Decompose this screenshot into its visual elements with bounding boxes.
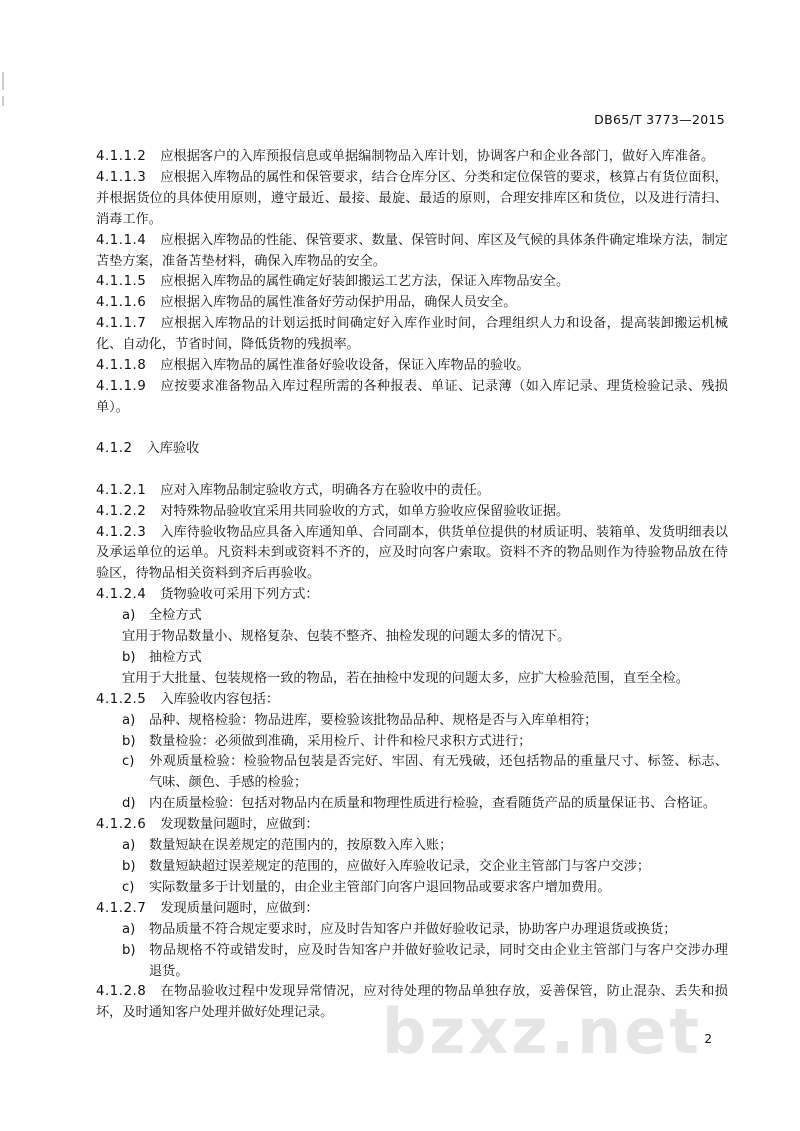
clause (96, 147, 728, 168)
clause (96, 272, 728, 293)
list-text: 数量短缺超过误差规定的范围的，应做好入库验收记录，交企业主管部门与客户交涉； (149, 859, 651, 874)
clause-number: 4.1.2.2 (96, 503, 147, 519)
clause (96, 585, 728, 606)
list-label: b) (122, 942, 136, 958)
list-label: a) (122, 712, 136, 728)
list-text: 品种、规格检验：物品进库，要检验该批物品品种、规格是否与入库单相符； (149, 712, 598, 728)
section-4-1-1-items (96, 147, 728, 419)
standard-number: DB65/T 3773—2015 (594, 112, 725, 127)
clause-text: 货物验收可采用下列方式： (160, 587, 319, 603)
clause-text: 应根据入库物品的性能、保管要求、数量、保管时间、库区及气候的具体条件确定堆垛方法，制定苫垫方案，准备苫垫材料，确保入库物品的安全。 (96, 232, 728, 269)
list-item (96, 606, 728, 627)
clause-number: 4.1.2.7 (96, 900, 147, 916)
list-label: a) (122, 838, 136, 854)
clause-text: 应根据客户的入库预报信息或单据编制物品入库计划，协调客户和企业各部门，做好入库准备。 (160, 149, 715, 164)
clause-number: 4.1.2.6 (96, 817, 147, 833)
clause (96, 356, 728, 377)
list-description: 宜用于大批量、包装规格一致的物品，若在抽检中发现的问题太多，应扩大检验范围，直至全检。 (122, 670, 690, 686)
list-label: a) (122, 921, 136, 937)
clause-text: 应按要求准备物品入库过程所需的各种报表、单证、记录薄（如入库记录、理货检验记录、残损单）。 (96, 378, 728, 415)
document-body (96, 147, 728, 1024)
scan-speck (2, 96, 4, 106)
clause-number: 4.1.1.5 (96, 274, 147, 290)
clause (96, 314, 728, 356)
scan-speck (2, 72, 4, 90)
list-item (96, 836, 728, 857)
clause-number: 4.1.2.1 (96, 482, 147, 498)
clause (96, 293, 728, 314)
list-text: 数量短缺在误差规定的范围内的，按原数入库入账； (149, 838, 453, 854)
list-text: 实际数量多于计划量的，由企业主管部门向客户退回物品或要求客户增加费用。 (149, 879, 611, 895)
list-item (96, 794, 728, 815)
list-item (96, 857, 728, 878)
section-number: 4.1.2 (96, 440, 133, 456)
clause (96, 523, 728, 586)
list-item (96, 752, 728, 794)
list-label: a) (122, 608, 136, 624)
clause-number: 4.1.2.4 (96, 587, 147, 603)
list-item (96, 732, 728, 753)
list-text: 物品质量不符合规定要求时，应及时告知客户并做好验收记录，协助客户办理退货或换货； (149, 921, 677, 937)
clause-text: 入库验收内容包括： (160, 691, 280, 707)
clause-text: 发现数量问题时，应做到： (160, 817, 319, 833)
clause (96, 377, 728, 419)
list-text: 抽检方式 (149, 649, 202, 665)
list-text: 物品规格不符或错发时，应及时告知客户并做好验收记录，同时交由企业主管部门与客户交涉办理退货。 (149, 942, 728, 979)
page-number: 2 (704, 1032, 712, 1046)
clause-text: 在物品验收过程中发现异常情况，应对待处理的物品单独存放，妥善保管，防止混杂、丢失和损坏，及时通知客户处理并做好处理记录。 (96, 984, 728, 1021)
list-label: b) (122, 733, 136, 749)
list-item (96, 648, 728, 669)
clause (96, 481, 728, 502)
list-label: b) (122, 859, 136, 874)
watermark-logo: bzxz.net (382, 995, 702, 1068)
clause (96, 168, 728, 231)
clause-text: 对特殊物品验收宜采用共同验收的方式，如单方验收应保留验收证据。 (160, 503, 570, 519)
clause-number: 4.1.1.2 (96, 149, 147, 164)
section-title: 入库验收 (146, 440, 200, 456)
list-item (96, 878, 728, 899)
clause-number: 4.1.1.9 (96, 378, 147, 394)
clause-number: 4.1.1.3 (96, 169, 147, 185)
list-item (96, 920, 728, 941)
list-label: c) (122, 879, 135, 895)
clause-number: 4.1.1.8 (96, 358, 147, 374)
list-description: 宜用于物品数量小、规格复杂、包装不整齐、抽检发现的问题太多的情况下。 (122, 629, 571, 645)
clause (96, 231, 728, 273)
list-label: d) (122, 796, 136, 812)
clause (96, 690, 728, 711)
clause-text: 应根据入库物品的属性确定好装卸搬运工艺方法，保证入库物品安全。 (160, 274, 570, 290)
clause (96, 899, 728, 920)
clause (96, 815, 728, 836)
clause-text: 入库待验收物品应具备入库通知单、合同副本，供货单位提供的材质证明、装箱单、发货明细表以及承运单位的运单。凡资料未到或资料不齐的，应及时向客户索取。资料不齐的物品则作为待验物品放在待验区，待物品相关资料到齐后再验收。 (96, 524, 728, 582)
clause-text: 应根据入库物品的属性准备好劳动保护用品，确保人员安全。 (160, 295, 517, 311)
clause-text: 发现质量问题时，应做到： (160, 900, 319, 916)
list-text: 全检方式 (149, 608, 202, 624)
list-text: 数量检验：必须做到准确，采用检斤、计件和检尺求积方式进行； (149, 733, 532, 749)
clause (96, 502, 728, 523)
clause-text: 应根据入库物品的计划运抵时间确定好入库作业时间，合理组织人力和设备，提高装卸搬运机械化、自动化，节省时间，降低货物的残损率。 (96, 316, 728, 353)
clause-number: 4.1.2.3 (96, 524, 147, 540)
clause-number: 4.1.1.4 (96, 232, 147, 248)
list-label: b) (122, 649, 136, 665)
section-heading (96, 439, 728, 460)
list-text: 内在质量检验：包括对物品内在质量和物理性质进行检验，查看随货产品的质量保证书、合格证。 (149, 796, 717, 812)
list-label: c) (122, 754, 135, 770)
clause-number: 4.1.2.8 (96, 984, 147, 1000)
clause-number: 4.1.2.5 (96, 691, 147, 707)
clause-text: 应对入库物品制定验收方式，明确各方在验收中的责任。 (160, 482, 491, 498)
list-item (96, 711, 728, 732)
clause-number: 4.1.1.6 (96, 295, 147, 311)
clause-number: 4.1.1.7 (96, 316, 147, 332)
list-text: 外观质量检验：检验物品包装是否完好、牢固、有无残破，还包括物品的重量尺寸、标签、标志、气味、颜色、手感的检验； (149, 754, 728, 791)
clause-text: 应根据入库物品的属性准备好验收设备，保证入库物品的验收。 (160, 358, 530, 374)
clause-text: 应根据入库物品的属性和保管要求，结合仓库分区、分类和定位保管的要求，核算占有货位面积，并根据货位的具体使用原则，遵守最近、最接、最旋、最适的原则，合理安排库区和货位，以及进行清扫、消毒工作。 (96, 169, 728, 227)
list-item (96, 941, 728, 983)
